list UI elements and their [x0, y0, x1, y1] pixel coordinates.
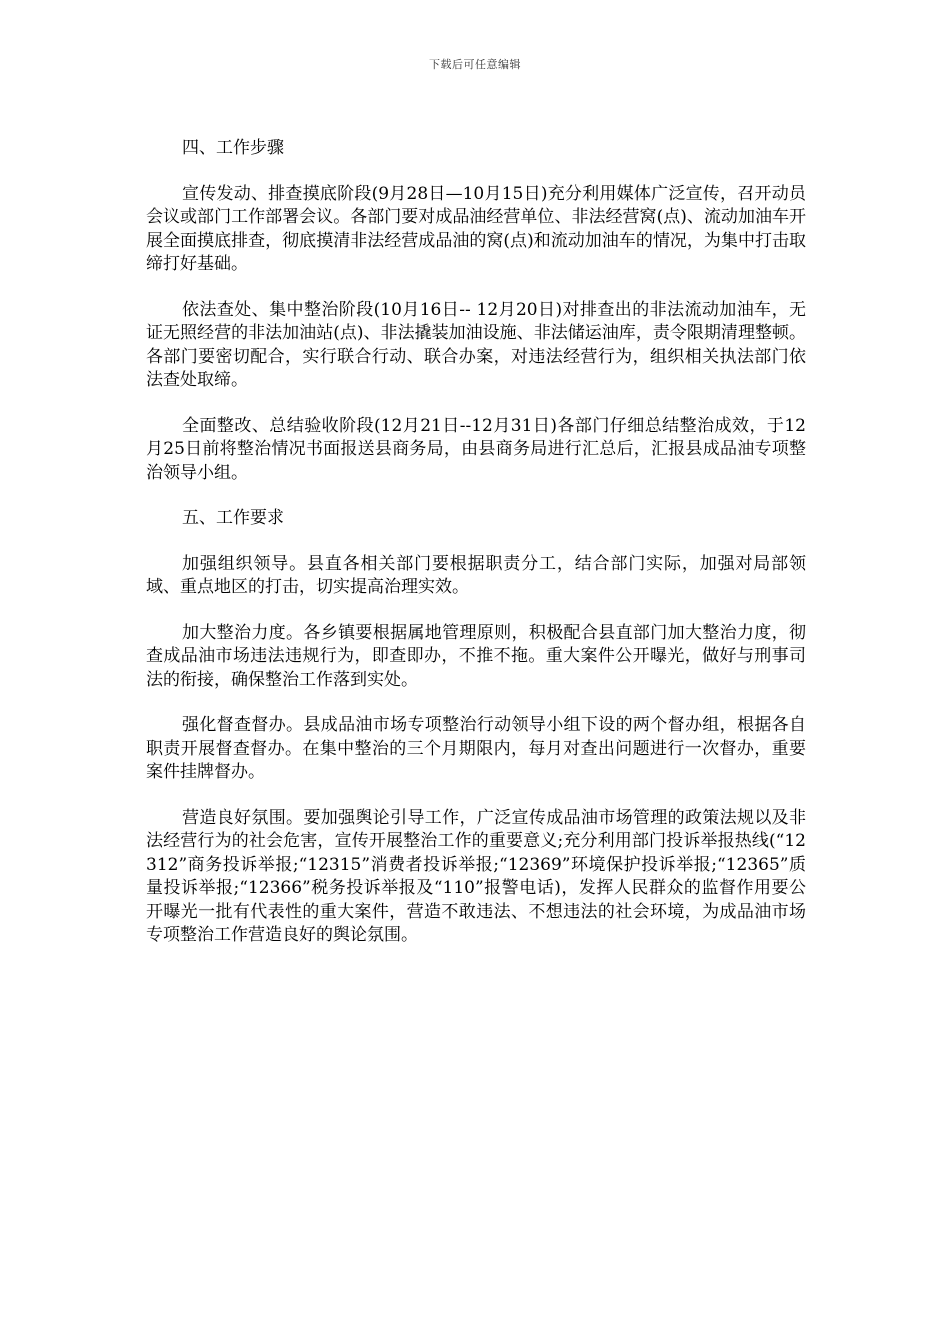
section-heading-work-steps: 四、工作步骤 [182, 138, 284, 158]
section-heading-work-requirements: 五、工作要求 [182, 508, 284, 528]
paragraph-supervision: 强化督查督办。县成品油市场专项整治行动领导小组下设的两个督办组，根据各自职责开展督查督办。在集中整治的三个月期限内，每月对查出问题进行一次督办，重要案件挂牌督办。 [146, 715, 806, 782]
paragraph-atmosphere: 营造良好氛围。要加强舆论引导工作，广泛宣传成品油市场管理的政策法规以及非法经营行为的社会危害，宣传开展整治工作的重要意义;充分利用部门投诉举报热线(“12312”商务投诉举报;“12315”消费者投诉举报;“12369”环境保护投诉举报;“12365”质量投诉举报;“12366”税务投诉举报及“110”报警电话)，发挥人民群众的监督作用要公开曝光一批有代表性的重大案件，营造不敢违法、不想违法的社会环境，为成品油市场专项整治工作营造良好的舆论氛围。 [146, 807, 806, 945]
paragraph-summary-stage: 全面整改、总结验收阶段(12月21日--12月31日)各部门仔细总结整治成效，于12月25日前将整治情况书面报送县商务局，由县商务局进行汇总后，汇报县成品油专项整治领导小组。 [146, 415, 806, 483]
paragraph-publicity-stage: 宣传发动、排查摸底阶段(9月28日—10月15日)充分利用媒体广泛宣传，召开动员会议或部门工作部署会议。各部门要对成品油经营单位、非法经营窝(点)、流动加油车开展全面摸底排查，彻底摸清非法经营成品油的窝(点)和流动加油车的情况，为集中打击取缔打好基础。 [146, 183, 806, 274]
paragraph-enforcement-stage: 依法查处、集中整治阶段(10月16日-- 12月20日)对排查出的非法流动加油车，无证无照经营的非法加油站(点)、非法撬装加油设施、非法储运油库，责令限期清理整顿。各部门要密切配合，实行联合行动、联合办案，对违法经营行为，组织相关执法部门依法查处取缔。 [146, 299, 806, 390]
page-header-note: 下载后可任意编辑 [429, 58, 521, 71]
paragraph-leadership: 加强组织领导。县直各相关部门要根据职责分工，结合部门实际，加强对局部领域、重点地区的打击，切实提高治理实效。 [146, 553, 806, 597]
paragraph-rectification: 加大整治力度。各乡镇要根据属地管理原则，积极配合县直部门加大整治力度，彻查成品油市场违法违规行为，即查即办，不推不拖。重大案件公开曝光，做好与刑事司法的衔接，确保整治工作落到实处。 [146, 622, 806, 690]
document-body [146, 137, 806, 970]
